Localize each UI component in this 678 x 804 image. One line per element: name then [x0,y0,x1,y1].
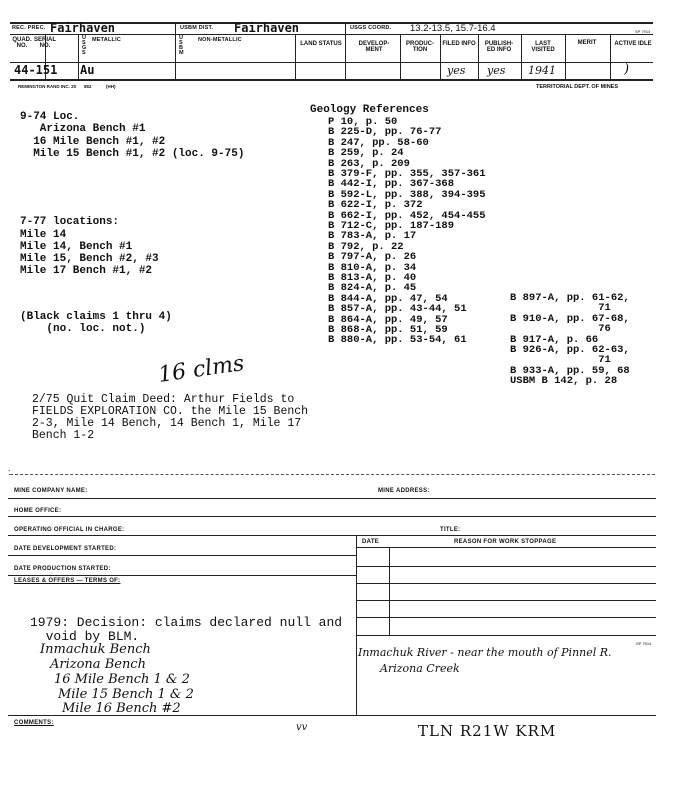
title-label: TITLE: [440,527,461,533]
printer-code: (HH) [106,84,116,89]
geology-reference: B 225-D, pp. 76-77 [328,126,442,139]
territorial-dept: TERRITORIAL DEPT. OF MINES [536,84,618,90]
location-note: 9-74 Loc. [20,111,80,123]
header-divider [440,34,441,79]
last-visited-label: LAST VISITED [531,41,555,53]
geology-reference: B 868-A, pp. 51, 59 [328,324,448,336]
printer-code: 862 [84,84,92,89]
header-rule-2 [10,62,653,63]
quit-claim-line: Bench 1-2 [32,429,95,442]
header-divider [521,34,522,79]
usgs-coord-label: USGS COORD. [350,25,392,31]
geology-reference: B 712-C, pp. 187-189 [328,220,455,232]
geology-reference: P 10, p. 50 [328,116,398,128]
header-divider [610,34,611,79]
quad-value: 44-151 [14,63,58,77]
geology-reference: B 910-A, pp. 67-68, [510,312,630,325]
active-idle-value: ) [624,62,630,77]
header-divider [345,22,346,79]
printer-credit: REMINGTON RAND INC. 20 [18,84,77,89]
usbm-dist-label: USBM DIST. [180,25,214,31]
geology-reference: B 662-I, pp. 452, 454-455 [328,209,486,222]
stoppage-divider [356,535,357,715]
filed-info-value: yes [447,64,466,77]
location-note: Mile 15, Bench #2, #3 [20,253,159,265]
quit-claim-line: FIELDS EXPLORATION CO. the Mile 15 Bench [32,405,309,418]
handwritten-river-note: Arizona Creek [380,662,460,675]
geology-reference: B 592-L, pp. 388, 394-395 [328,188,486,201]
geology-reference: B 824-A, p. 45 [328,282,417,295]
geology-reference: B 857-A, pp. 43-44, 51 [328,303,467,316]
handwritten-initials: vv [296,722,308,733]
dev-started-label: DATE DEVELOPMENT STARTED: [14,546,117,552]
form-number: SP 7914 [635,29,651,34]
geology-reference: B 897-A, pp. 61-62, [510,292,630,304]
stoppage-rule [356,600,656,601]
home-office-label: HOME OFFICE: [14,508,62,514]
geology-reference: B 622-I, p. 372 [328,199,423,212]
header-divider [295,34,296,79]
published-info-value: yes [487,64,506,77]
decision-line: void by BLM. [30,629,140,644]
geology-reference: B 926-A, pp. 62-63, [510,344,630,356]
stoppage-rule [356,617,656,618]
location-note: Mile 14 [20,229,67,241]
form-number-small: SP 7914 [636,641,652,646]
filed-info-label: FILED INFO [442,41,476,47]
geology-reference: B 844-A, pp. 47, 54 [328,292,448,305]
location-note: (Black claims 1 thru 4) [20,311,172,323]
mine-company-label: MINE COMPANY NAME: [14,488,88,494]
usgs-letters: U S G S [82,35,87,56]
margin-mark: : [8,467,11,477]
operating-official-label: OPERATING OFFICIAL IN CHARGE: [14,527,125,533]
geology-reference: B 813-A, p. 40 [328,272,417,284]
serial-label: SERIAL NO. [34,37,57,49]
rec-prec-label: REC. PREC. [12,25,46,31]
usgs-coord-value: 13.2-13.5, 15.7-16.4 [410,23,496,34]
section-rule [8,498,656,499]
header-divider [78,34,79,79]
land-status-label: LAND STATUS [300,41,342,47]
geology-reference: B 247, pp. 58-60 [328,136,429,149]
geology-reference: B 442-I, pp. 367-368 [328,178,455,191]
handwritten-claim: Mile 16 Bench #2 [62,701,181,716]
handwritten-township: TLN R21W KRM [418,722,557,740]
stoppage-rule [356,547,656,548]
section-rule [8,535,656,536]
geology-reference: 71 [510,302,611,315]
usbm-dist-value: Fairhaven [234,21,300,35]
handwritten-claim: Inmachuk Bench [40,642,151,657]
location-note: Mile 14, Bench #1 [20,241,133,253]
location-note: Mile 17 Bench #1, #2 [20,265,153,277]
section-rule [8,555,356,556]
header-divider [175,22,176,79]
reason-label: REASON FOR WORK STOPPAGE [454,539,557,545]
usbm-letters: U S B M [179,35,184,56]
mine-address-label: MINE ADDRESS: [378,488,430,494]
stoppage-divider [389,547,390,635]
geology-reference: B 864-A, pp. 49, 57 [328,313,448,326]
geology-reference: B 810-A, p. 34 [328,261,417,274]
header-divider [400,34,401,79]
section-rule [8,516,656,517]
rec-prec-value: Fairhaven [50,21,116,35]
section-rule [8,575,356,576]
handwritten-claim: 16 Mile Bench 1 & 2 [54,672,190,687]
prod-started-label: DATE PRODUCTION STARTED: [14,566,111,572]
handwritten-claims: 16 clms [156,351,246,388]
metallic-value: Au [80,63,95,77]
stoppage-rule [356,566,656,567]
geology-reference: B 797-A, p. 26 [328,251,417,264]
metallic-label: METALLIC [92,37,121,43]
merit-label: MERIT [577,40,597,46]
handwritten-claim: Arizona Bench [50,657,146,672]
location-note: Mile 15 Bench #1, #2 (loc. 9-75) [20,148,245,160]
location-note: 16 Mile Bench #1, #2 [20,136,166,148]
development-label: DEVELOP- MENT [358,41,390,53]
date-label: DATE [362,539,380,545]
production-label: PRODUC- TION [406,41,434,53]
header-divider [478,34,479,79]
geology-reference: 76 [510,323,611,336]
location-note: (no. loc. not.) [20,323,146,335]
handwritten-claim: Mile 15 Bench 1 & 2 [58,687,194,702]
geology-reference: B 933-A, pp. 59, 68 [510,364,630,377]
active-idle-label: ACTIVE IDLE [614,41,652,47]
geology-reference: USBM B 142, p. 28 [510,375,618,388]
geology-reference: B 880-A, pp. 53-54, 61 [328,334,467,347]
quit-claim-line: 2/75 Quit Claim Deed: Arthur Fields to [32,393,295,406]
nonmetallic-label: NON-METALLIC [198,37,242,43]
geology-reference: 71 [510,354,611,367]
stoppage-rule [356,583,656,584]
location-note: 7-77 locations: [20,216,120,228]
stoppage-rule [356,635,656,636]
comments-label: COMMENTS: [14,720,54,726]
decision-line: 1979: Decision: claims declared null and [30,615,343,630]
geology-title: Geology References [310,104,429,116]
geology-reference: B 783-A, p. 17 [328,230,417,243]
geology-reference: B 379-F, pp. 355, 357-361 [328,168,486,180]
location-note: Arizona Bench #1 [20,123,146,135]
last-visited-value: 1941 [528,64,556,77]
header-rule-3 [10,79,653,81]
geology-reference: B 917-A, p. 66 [510,333,599,346]
geology-reference: B 263, p. 209 [328,157,410,170]
published-info-label: PUBLISH- ED INFO [484,41,514,53]
geology-reference: B 259, p. 24 [328,147,404,160]
handwritten-river-note: Inmachuk River - near the mouth of Pinnel R. [358,646,612,659]
leases-label: LEASES & OFFERS — TERMS OF: [14,578,121,584]
geology-reference: B 792, p. 22 [328,240,404,253]
quad-label: QUAD. NO. [12,37,32,49]
section-rule [10,474,655,475]
quit-claim-line: 2-3, Mile 14 Bench, 14 Bench 1, Mile 17 [32,417,302,430]
